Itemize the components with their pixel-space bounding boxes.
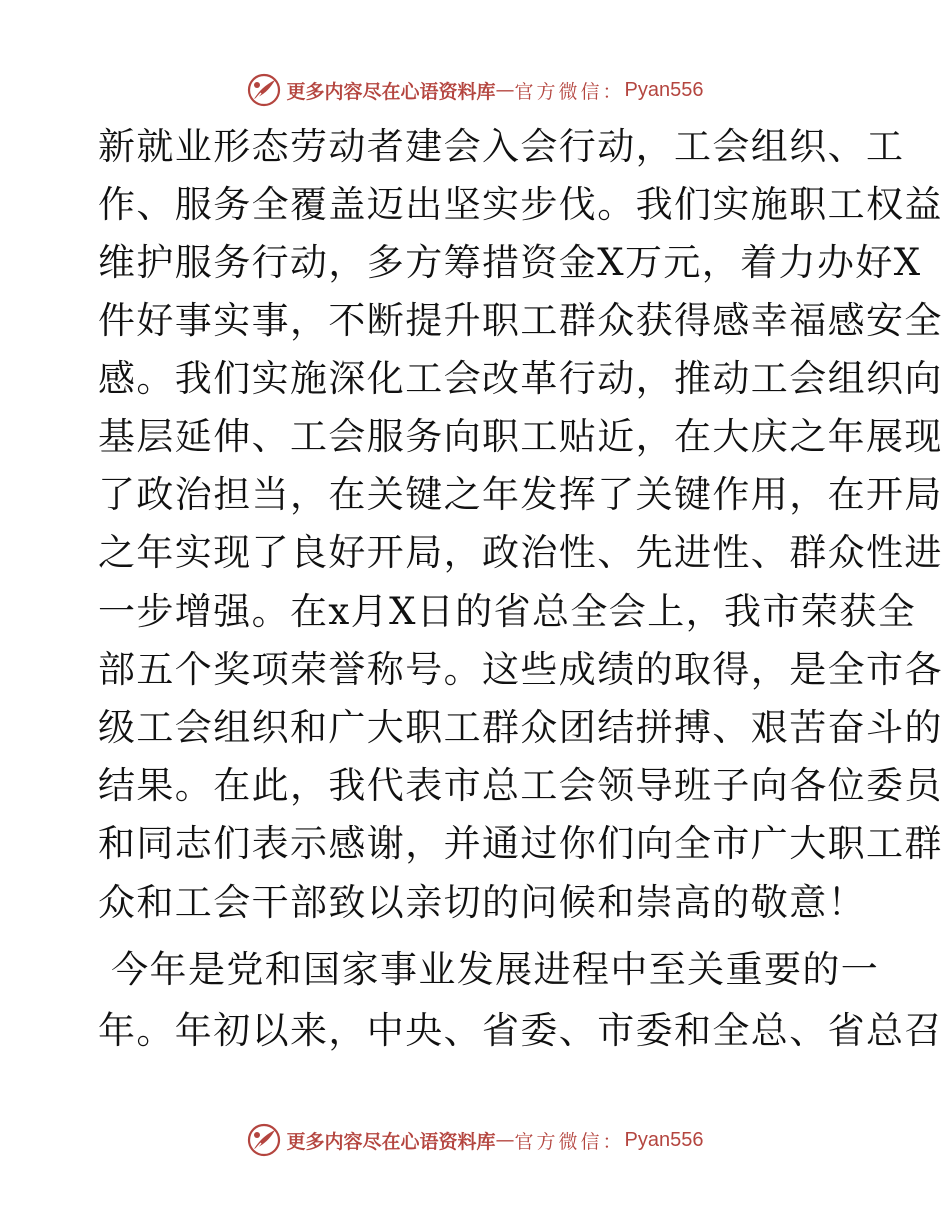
watermark-brand: 更多内容尽在心语资料库 [286,1130,496,1153]
body-line: 众和工会干部致以亲切的问候和崇高的敬意！ [98,881,866,924]
body-line: 年。年初以来，中央、省委、市委和全总、省总召 [98,1009,943,1052]
quill-pen-logo-icon [247,1123,281,1157]
watermark-wechat-id: Pyan556 [624,78,704,101]
body-line: 级工会组织和广大职工群众团结拼搏、艰苦奋斗的 [98,706,943,749]
body-line: 维护服务行动，多方筹措资金X万元，着力办好X [98,241,922,284]
body-line: 和同志们表示感谢，并通过你们向全市广大职工群 [98,822,943,865]
body-line: 基层延伸、工会服务向职工贴近，在大庆之年展现 [98,415,943,458]
body-line: 作、服务全覆盖迈出坚实步伐。我们实施职工权益 [98,183,943,226]
body-line: 了政治担当，在关键之年发挥了关键作用，在开局 [98,473,943,516]
watermark-brand: 更多内容尽在心语资料库 [286,80,496,103]
watermark-dash: — [495,79,515,101]
body-line: 部五个奖项荣誉称号。这些成绩的取得，是全市各 [98,648,943,691]
watermark-official-label: 官方微信： [514,80,625,103]
watermark-wechat-id: Pyan556 [624,1128,704,1151]
body-line: 今年是党和国家事业发展进程中至关重要的一 [98,948,880,991]
quill-pen-logo-icon [247,73,281,107]
watermark-footer [0,1120,950,1160]
body-line: 感。我们实施深化工会改革行动，推动工会组织向 [98,357,943,400]
body-line: 结果。在此，我代表市总工会领导班子向各位委员 [98,764,943,807]
watermark-official-label: 官方微信： [514,1130,625,1153]
body-line: 件好事实事，不断提升职工群众获得感幸福感安全 [98,299,943,342]
body-line: 之年实现了良好开局，政治性、先进性、群众性进 [98,531,943,574]
watermark-header [0,70,950,110]
watermark-dash: — [495,1129,515,1151]
body-line: 新就业形态劳动者建会入会行动，工会组织、工 [98,125,905,168]
body-line: 一步增强。在x月X日的省总全会上，我市荣获全 [98,590,917,633]
